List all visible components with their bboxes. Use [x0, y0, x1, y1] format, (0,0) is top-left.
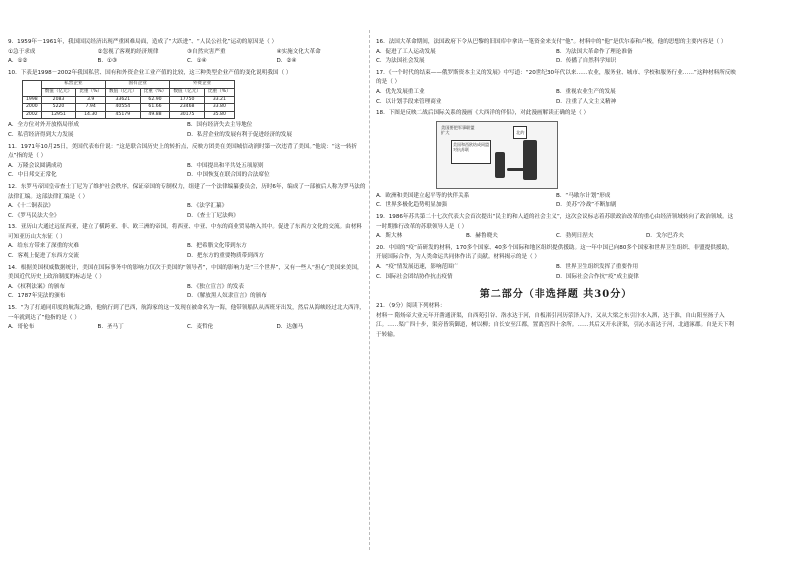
table-subheader: 数值（亿元）	[41, 88, 76, 96]
option-c: C．为法国社会发展	[376, 58, 425, 65]
option-a: A．“疫”情发展迅速，影响范围广	[376, 263, 459, 270]
table-row	[23, 111, 235, 119]
question-21	[376, 302, 736, 340]
option-a: A．《权利法案》的颁布	[8, 283, 65, 290]
option-c: C．客观上促进了东西方交流	[8, 253, 80, 260]
table-subheader: 数值（亿元）	[106, 88, 141, 96]
table-cell: 45179	[106, 111, 141, 119]
table-cell: 17750	[170, 96, 205, 104]
table-row	[23, 104, 235, 112]
option-a: A．《十二铜表法》	[8, 203, 54, 210]
table-cell: 2000	[23, 104, 42, 112]
table-cell: 35.80	[204, 111, 234, 119]
table-corner	[23, 81, 42, 96]
option-c: C．①④	[187, 58, 207, 65]
option-c: C．麦哲伦	[187, 324, 214, 331]
question-text: 18．下图是反映二战后国际关系的漫画《大西洋的伴侣》，对此漫画解读正确的是（ ）	[376, 110, 590, 117]
table-cell: 30175	[170, 111, 205, 119]
option-b: B．重视农业生产的发展	[556, 88, 616, 95]
option-d: D．美苏“冷战”不断加剧	[556, 202, 617, 209]
option-c: C．世界多极化趋势明显加强	[376, 202, 448, 209]
cartoon-image	[436, 121, 558, 189]
table-subheader: 比重（%）	[76, 88, 106, 96]
option-a: A．全方位对外开放格局形成	[8, 122, 79, 129]
option-b: B．国有经济失去主导地位	[187, 122, 253, 129]
option-c: C．1787年宪法的颁布	[8, 293, 66, 300]
left-column	[8, 38, 366, 335]
cartoon-sign: 北约	[513, 126, 527, 140]
table-cell: 12951	[41, 111, 76, 119]
question-10	[8, 69, 366, 141]
cartoon-figure-left	[495, 152, 505, 178]
table-cell: 5220	[41, 104, 76, 112]
column-divider	[369, 30, 370, 550]
table-group-header: 私营企业	[41, 81, 105, 89]
question-text: 16．法国大革命期间，法国政府下令从巴黎的旧国库中拿出一笔资金来支付“他”。材料中的“他”是伏尔泰和卢梭，他的思想的主要内容是（ ）	[376, 39, 727, 45]
option-a: A．斯大林	[376, 233, 403, 240]
section-title: 第二部分（非选择题 共30分）	[479, 289, 633, 301]
question-19	[376, 213, 736, 242]
question-text: 15．“为了打通同印度的航海之路，他航行到了巴西，航海家的这一发现在被命名为一海，他带领船队从西班牙出发，然后从海峡经过北大西洋，一年就到达了”他指的是（ ）	[8, 305, 365, 321]
option-b: B．为法国大革命作了理论准备	[556, 48, 633, 55]
question-text: 14．根据美国权威数据统计，美国在国际事务中的影响力仅次于美国的“领导者”，中国的影响力是“三个世界”，又有一些人“担心”美国来美国，美国近代历史上政治制度的标志是（ ）	[8, 264, 363, 281]
option-c: C．国际社会团结协作抗击疫情	[376, 273, 453, 280]
option-d: D．私营企业的发展有利于促进经济的发展	[187, 131, 292, 138]
table-group-header: 国有企业	[106, 81, 170, 89]
question-13	[8, 223, 366, 261]
option-b: B．赫鲁晓夫	[466, 233, 498, 240]
table-cell: 33.21	[204, 96, 234, 104]
option-b: B．《法学汇纂》	[187, 203, 228, 210]
table-cell: 14.30	[76, 111, 106, 119]
table-group-header: 外资企业	[170, 81, 234, 89]
option-a: A．哥伦布	[8, 324, 35, 331]
question-text: 9．1959年－1961年，我国国民经济出现严重困难局面，造成了“大跃进”、“人民公社化”运动的原因是（ ）	[8, 39, 278, 45]
question-text: 12．东罗马帝国皇帝查士丁尼为了维护社会秩序，保证帝国的专制权力，组建了一个法律编纂委员会，历时6年，编成了一部被后人称为罗马法的法律汇编。这部法律汇编是（ ）	[8, 183, 366, 200]
option-d: D．注重了人文主义精神	[556, 98, 617, 105]
statement-item: ③自然灾害严重	[187, 48, 226, 55]
enterprise-table	[22, 80, 235, 119]
option-a: A．促进了工人运动发展	[376, 48, 436, 55]
option-c: C．私营经济得到大力发展	[8, 131, 74, 138]
question-text: 13．亚历山大通过远征西亚，建立了横跨亚、非、欧三洲的帝国，将西亚、中亚、中东的商业贸易纳入其中。促进了东西方文化的交流。由材料可知亚历山大东征（ ）	[8, 224, 362, 240]
option-b: B．把希腊文化带到东方	[187, 243, 247, 250]
table-cell: 3.9	[76, 96, 106, 104]
cartoon-board-text: 美国和西欧结成同盟对抗苏联	[453, 141, 489, 152]
option-b: B．《独立宣言》的发表	[187, 283, 244, 290]
table-cell: 49.88	[140, 111, 170, 119]
option-a: A．优先发展重工业	[376, 88, 425, 95]
table-cell: 2083	[41, 96, 76, 104]
option-d: D．《查士丁尼法典》	[187, 212, 239, 219]
cartoon-board	[451, 140, 491, 164]
statement-item: ①急于求成	[8, 48, 36, 55]
option-d: D．把东方的重要物质带到西方	[187, 253, 265, 260]
option-b: B．世界卫生组织发挥了重要作用	[556, 263, 639, 270]
question-18	[376, 109, 736, 211]
question-12	[8, 183, 366, 221]
question-9	[8, 38, 366, 67]
option-b: B．“马歇尔计划”形成	[556, 192, 611, 199]
option-c: C．勃列日涅夫	[556, 233, 594, 240]
table-subheader: 比重（%）	[140, 88, 170, 96]
question-text: 11．1971年10月25日，美国代表布什说：“这是联合国历史上的转折点，反映方团美在美国城信动润时第一次违背了美国。”他说：“这一转折点”指的是（ ）	[8, 143, 358, 160]
question-17	[376, 69, 736, 107]
option-b: B．①③	[97, 58, 117, 65]
question-text: 17．《一个时代的结束——俄罗斯资本主义的发展》中写道：“20世纪30年代以来……农业，服务业、城市、学校和服务行业……”这种材料所反映的是（ ）	[376, 69, 736, 86]
question-text: 20．中国的“疫”苗研发的材料，170多个国家、40多个国际和地区组织提供援助。这一年中国已向80多个国家和世界卫生组织、非盟提供援助，开展国际合作，为人类命运共同体作出了贡献。材料揭示的是（ ）	[376, 244, 733, 261]
table-cell: 23468	[170, 104, 205, 112]
option-a: A．给东方带来了深重的灾难	[8, 243, 79, 250]
table-cell: 61.66	[140, 104, 170, 112]
question-16	[376, 38, 736, 67]
option-a: A．万隆会议圆满成功	[8, 162, 63, 169]
option-c: C．《罗马民法大全》	[8, 212, 60, 219]
cartoon-desk	[507, 168, 529, 171]
question-11	[8, 143, 366, 181]
material-text: 材料一 隋炀帝大业元年开凿通济渠，自西苑引谷、洛水达于河，自板渚引河历荥泽入汴，又从大梁之东引汴水入泗，达于淮，自山阳至扬子入江。……渠广四十步，渠旁皆筑御道，树以柳；自长安至江都，置离宫四十余所。……其后又开永济渠，引沁水南达于河，北通涿郡。自是天下利于转输。	[376, 312, 735, 338]
question-text: 10．下表是1998－2002年我国私营、国有和外资企业工业产值的比较，这三种类型企业产值的变化说明我国（ ）	[8, 69, 292, 76]
cartoon-caption: 美国要把军事联盟扩大	[441, 124, 475, 135]
option-d: D．国际社会合作抗“疫”成主旋律	[556, 273, 639, 280]
option-b: B．圣马丁	[97, 324, 124, 331]
table-row	[23, 96, 235, 104]
table-cell: 62.90	[140, 96, 170, 104]
statement-item: ④实施文化大革命	[276, 48, 321, 55]
table-subheader: 数值（亿元）	[170, 88, 205, 96]
option-d: D．中国恢复在联合国的合法席位	[187, 172, 270, 179]
cartoon-figure-right	[523, 140, 537, 180]
question-text: 21．（9分）阅读下列材料：	[376, 303, 446, 310]
option-c: C．以计划手段来管理商业	[376, 98, 442, 105]
option-c: C．中日邦交正常化	[8, 172, 57, 179]
table-cell: 40554	[106, 104, 141, 112]
option-d: D．戈尔巴乔夫	[646, 233, 684, 240]
table-cell: 33621	[106, 96, 141, 104]
table-cell: 2002	[23, 111, 42, 119]
statement-item: ②忽视了客观的经济规律	[97, 48, 159, 55]
table-cell: 1998	[23, 96, 42, 104]
option-d: D．达伽马	[276, 324, 304, 331]
option-d: D．《解放黑人奴隶宣言》的颁布	[187, 293, 267, 300]
table-cell: 33.80	[204, 104, 234, 112]
option-d: D．②④	[276, 58, 297, 65]
question-15	[8, 304, 366, 333]
right-column	[376, 38, 736, 342]
option-a: A．①②	[8, 58, 28, 65]
question-20	[376, 244, 736, 282]
option-a: A．欧洲和美国建立起平等的伙伴关系	[376, 192, 470, 199]
option-b: B．中国提出和平共处五项原则	[187, 162, 264, 169]
table-subheader: 比重（%）	[204, 88, 234, 96]
table-cell: 7.94	[76, 104, 106, 112]
question-text: 19．1986年苏共第二十七次代表大会首次提出“民主的和人道的社会主义”，这次会议标志着苏联政治改革的重心由经济领域转向了政治领域。这一时期推行改革的苏联领导人是（ ）	[376, 213, 734, 230]
option-d: D．传播了自然科学知识	[556, 58, 617, 65]
question-14	[8, 264, 366, 302]
